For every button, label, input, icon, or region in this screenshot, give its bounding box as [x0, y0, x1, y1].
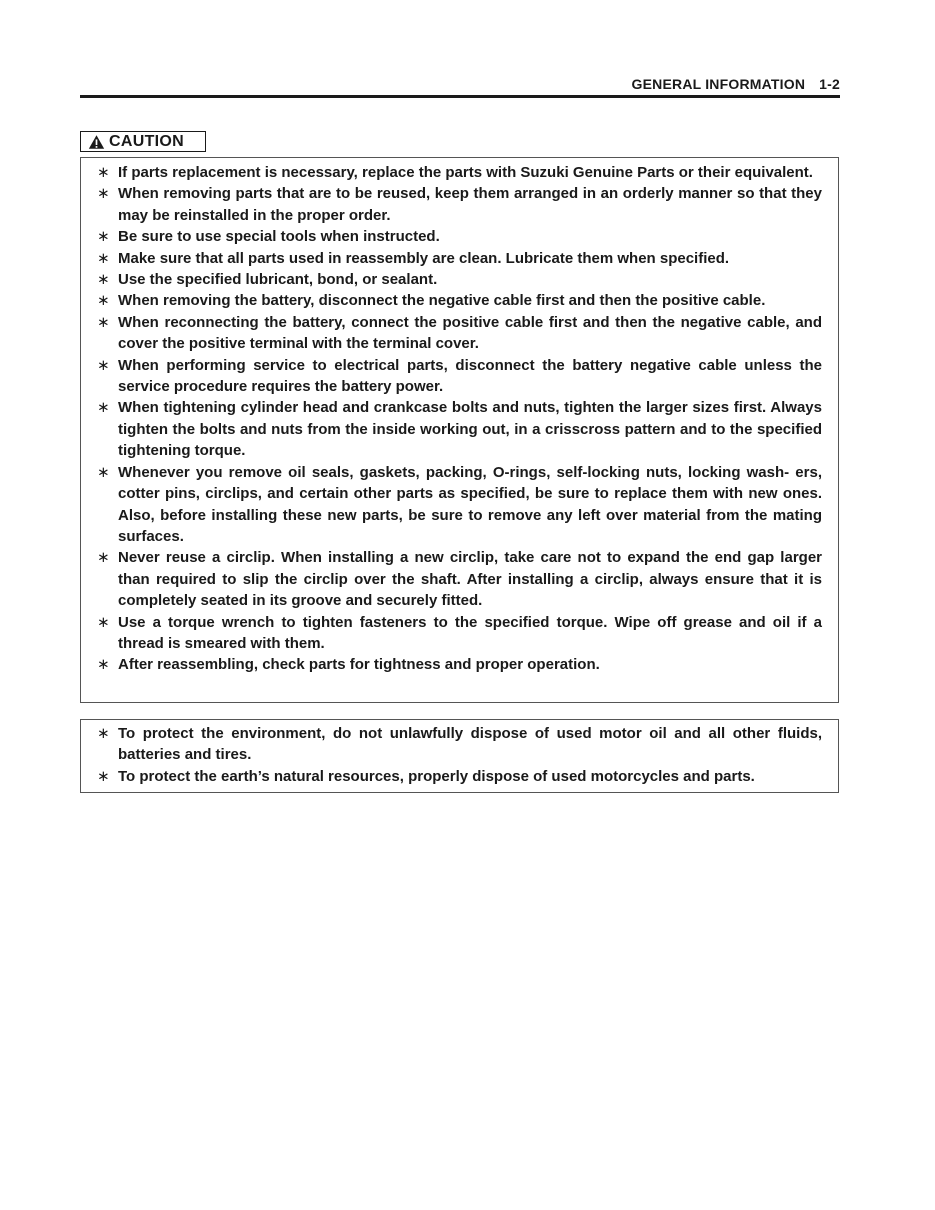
list-item	[97, 248, 822, 269]
section-title: GENERAL INFORMATION	[631, 76, 806, 92]
list-item	[97, 766, 822, 787]
list-item	[97, 547, 822, 611]
bullet-asterisk: ∗	[97, 312, 110, 331]
list-item-text: When tightening cylinder head and crankcase bolts and nuts, tighten the larger sizes first. Always tighten the bolts and nuts from the inside working out, in a crisscross pattern and to the specified tightening torque.	[118, 399, 822, 460]
list-item	[97, 355, 822, 398]
page-number: 1-2	[819, 76, 840, 92]
list-item-text: When performing service to electrical parts, disconnect the battery negative cable unless the service procedure requires the battery power.	[118, 356, 822, 396]
bullet-asterisk: ∗	[97, 548, 110, 567]
list-item	[97, 723, 822, 766]
environment-list	[97, 723, 822, 787]
list-item-text: After reassembling, check parts for tightness and proper operation.	[118, 656, 600, 674]
list-item-text: To protect the environment, do not unlawfully dispose of used motor oil and all other fluids, batteries and tires.	[118, 725, 822, 764]
bullet-asterisk: ∗	[97, 163, 110, 181]
warning-triangle-icon	[88, 134, 105, 150]
list-item-text: If parts replacement is necessary, replace the parts with Suzuki Genuine Parts or their equivalent.	[118, 164, 813, 181]
header-text	[632, 76, 840, 92]
list-item	[97, 269, 822, 290]
list-item	[97, 162, 822, 183]
caution-list	[97, 162, 822, 676]
list-item-text: To protect the earth’s natural resources, properly dispose of used motorcycles and parts.	[118, 767, 755, 785]
page-header	[80, 76, 840, 94]
list-item	[97, 612, 822, 655]
list-item-text: Whenever you remove oil seals, gaskets, packing, O-rings, self-locking nuts, locking wash- ers, cotter pins, circlips, and certain other parts as specified, be sure to replace them with new ones. Also, before installing these new parts, be sure to remove any left over material from the mating surfaces.	[118, 463, 822, 545]
caution-label-text: CAUTION	[109, 132, 184, 150]
header-rule	[80, 95, 840, 98]
bullet-asterisk: ∗	[97, 355, 110, 374]
list-item	[97, 290, 822, 311]
list-item-text: When reconnecting the battery, connect the positive cable first and then the negative cable, and cover the positive terminal with the terminal cover.	[118, 313, 822, 353]
bullet-asterisk: ∗	[97, 227, 110, 246]
list-item	[97, 462, 822, 548]
list-item-text: Use a torque wrench to tighten fasteners to the specified torque. Wipe off grease and oil if a thread is smeared with them.	[118, 613, 822, 652]
bullet-asterisk: ∗	[97, 398, 110, 417]
caution-box	[80, 157, 839, 703]
list-item-text: Never reuse a circlip. When installing a new circlip, take care not to expand the end gap larger than required to slip the circlip over the shaft. After installing a circlip, always ensure that it is completely seated in its groove and securely fitted.	[118, 549, 822, 610]
list-item-text: Use the specified lubricant, bond, or sealant.	[118, 271, 438, 289]
list-item-text: Make sure that all parts used in reassembly are clean. Lubricate them when specified.	[118, 249, 730, 267]
bullet-asterisk: ∗	[97, 655, 110, 674]
list-item-text: Be sure to use special tools when instructed.	[118, 228, 440, 246]
list-item	[97, 183, 822, 226]
list-item-text: When removing the battery, disconnect the negative cable first and then the positive cable.	[118, 292, 766, 310]
bullet-asterisk: ∗	[97, 184, 110, 203]
list-item	[97, 397, 822, 461]
bullet-asterisk: ∗	[97, 724, 110, 742]
list-item	[97, 226, 822, 247]
list-item	[97, 654, 822, 675]
bullet-asterisk: ∗	[97, 248, 110, 267]
bullet-asterisk: ∗	[97, 462, 110, 481]
environment-box	[80, 719, 839, 793]
list-item	[97, 312, 822, 355]
caution-label	[80, 131, 206, 152]
bullet-asterisk: ∗	[97, 612, 110, 631]
bullet-asterisk: ∗	[97, 291, 110, 310]
bullet-asterisk: ∗	[97, 270, 110, 289]
list-item-text: When removing parts that are to be reused, keep them arranged in an orderly manner so that they may be reinstalled in the proper order.	[118, 185, 822, 224]
bullet-asterisk: ∗	[97, 766, 110, 785]
